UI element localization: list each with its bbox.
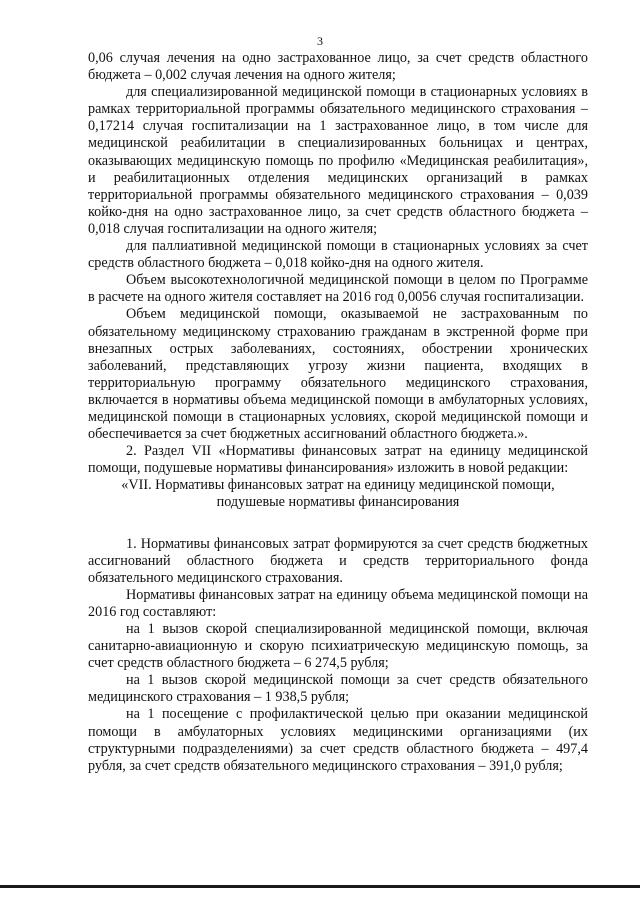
paragraph: Объем высокотехнологичной медицинской помощи в целом по Программе в расчете на одного жителя составляет на 2016 год 0,0056 случая госпитализации.: [88, 272, 588, 306]
paragraph: Нормативы финансовых затрат на единицу объема медицинской помощи на 2016 год составляют:: [88, 586, 588, 620]
paragraph: 1. Нормативы финансовых затрат формируются за счет средств бюджетных ассигнований областного бюджета и средств территориального фонда обязательного медицинского страхования.: [88, 535, 588, 586]
paragraph: для специализированной медицинской помощи в стационарных условиях в рамках территориальной программы обязательного медицинского страхования – 0,17214 случая госпитализации на 1 застрахованное лицо, в том числе для медицинской реабилитации в специализированных больницах и центрах, оказывающих медицинскую помощь по профилю «Медицинская реабилитация», и реабилитационных отделения медицинских организаций в рамках территориальной программы обязательного медицинского страхования – 0,039 койко-дня на одно застрахованное лицо, за счет средств областного бюджета – 0,018 случая госпитализации на одного жителя;: [88, 84, 588, 237]
paragraph: на 1 вызов скорой медицинской помощи за счет средств обязательного медицинского страхования – 1 938,5 рубля;: [88, 672, 588, 706]
paragraph: 2. Раздел VII «Нормативы финансовых затрат на единицу медицинской помощи, подушевые нормативы финансирования» изложить в новой редакции:: [88, 443, 588, 477]
page-number: 3: [317, 34, 323, 48]
paragraph: Объем медицинской помощи, оказываемой не застрахованным по обязательному медицинскому страхованию гражданам в экстренной форме при внезапных острых заболеваниях, состояниях, обострении хронических заболеваний, представляющих угрозу жизни пациента, входящих в территориальную программу обязательного медицинского страхования, включается в нормативы объема медицинской помощи в амбулаторных условиях, медицинской помощи в стационарных условиях, скорой медицинской помощи и обеспечивается за счет бюджетных ассигнований областного бюджета.».: [88, 306, 588, 443]
document-body: [88, 50, 588, 775]
section-heading-line-1: «VII. Нормативы финансовых затрат на единицу медицинской помощи,: [121, 477, 555, 494]
spacer: [88, 512, 588, 536]
paragraph: на 1 вызов скорой специализированной медицинской помощи, включая санитарно-авиационную и скорую психиатрическую медицинскую помощь, за счет средств областного бюджета – 6 274,5 рубля;: [88, 621, 588, 672]
paragraph: для паллиативной медицинской помощи в стационарных условиях за счет средств областного бюджета – 0,018 койко-дня на одного жителя.: [88, 238, 588, 272]
bottom-border-line: [0, 885, 640, 888]
paragraph: на 1 посещение с профилактической целью при оказании медицинской помощи в амбулаторных условиях медицинскими организациями (их структурными подразделениями) за счет средств областного бюджета – 497,4 рубля, за счет средств обязательного медицинского страхования – 391,0 рубля;: [88, 706, 588, 774]
section-heading-line-2: подушевые нормативы финансирования: [216, 494, 460, 511]
paragraph: 0,06 случая лечения на одно застрахованное лицо, за счет средств областного бюджета – 0,002 случая лечения на одного жителя;: [88, 50, 588, 84]
